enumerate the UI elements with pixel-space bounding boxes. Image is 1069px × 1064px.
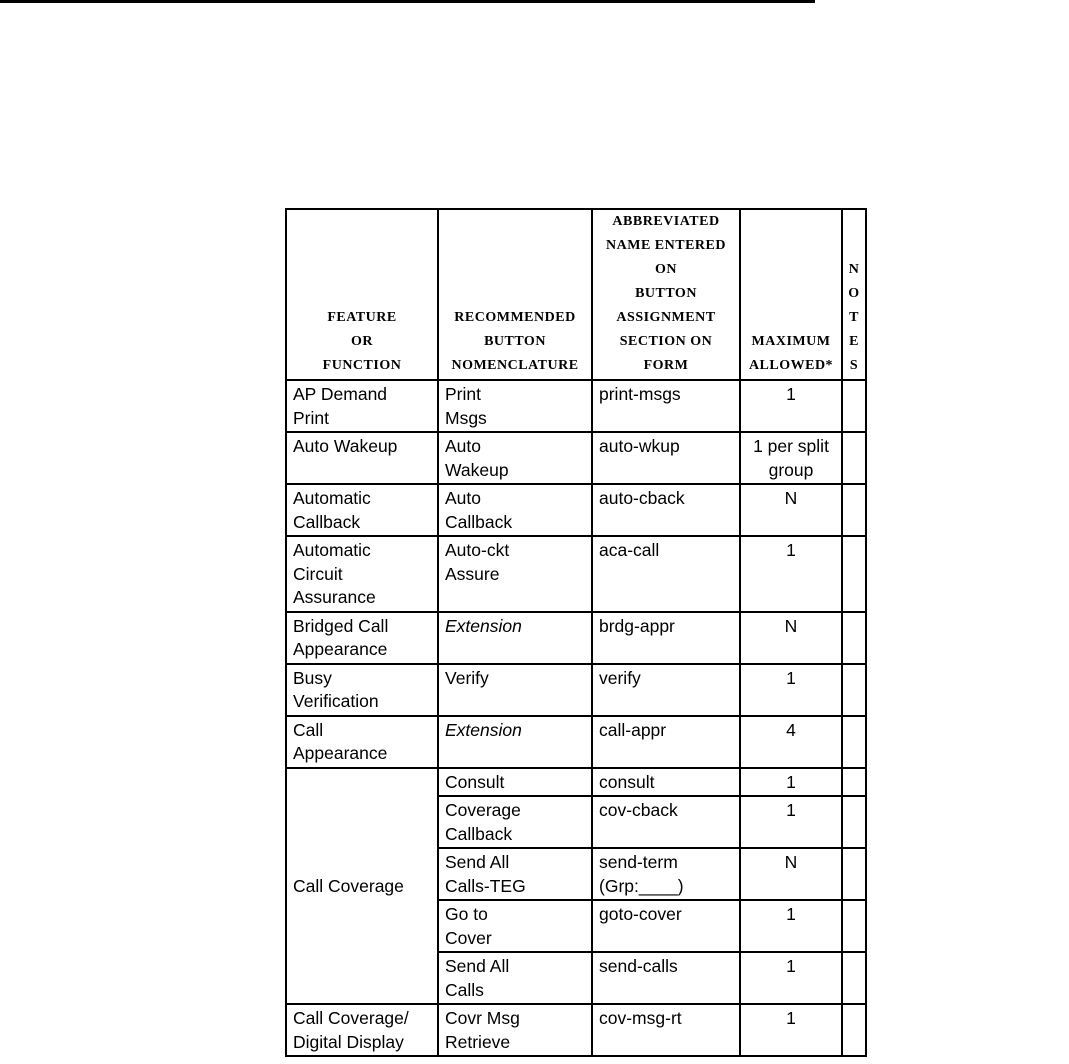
feature-cell: Automatic Callback [286,484,438,536]
notes-cell [842,664,866,716]
feature-cell: Busy Verification [286,664,438,716]
feature-cell: Bridged Call Appearance [286,612,438,664]
maximum-cell: 1 [740,380,842,432]
nomenclature-cell: Print Msgs [438,380,592,432]
maximum-cell: 1 [740,900,842,952]
nomenclature-cell: Extension [438,612,592,664]
notes-cell [842,484,866,536]
feature-cell: Auto Wakeup [286,432,438,484]
nomenclature-cell: Go to Cover [438,900,592,952]
top-rule [0,0,815,3]
header-feature: FEATURE OR FUNCTION [286,209,438,380]
maximum-cell: 4 [740,716,842,768]
abbreviated-cell: brdg-appr [592,612,740,664]
maximum-cell: 1 [740,768,842,797]
abbreviated-cell: auto-cback [592,484,740,536]
button-assignment-table [285,208,867,1057]
maximum-cell: 1 per split group [740,432,842,484]
feature-cell: Call Coverage [286,768,438,1005]
abbreviated-cell: send-term (Grp:____) [592,848,740,900]
maximum-cell: N [740,484,842,536]
maximum-cell: 1 [740,1004,842,1056]
maximum-cell: 1 [740,796,842,848]
notes-cell [842,380,866,432]
nomenclature-cell: Consult [438,768,592,797]
abbreviated-cell: auto-wkup [592,432,740,484]
maximum-cell: 1 [740,952,842,1004]
nomenclature-cell: Coverage Callback [438,796,592,848]
notes-cell [842,768,866,797]
table-row [286,664,866,716]
nomenclature-cell: Auto Callback [438,484,592,536]
table-row [286,612,866,664]
abbreviated-cell: send-calls [592,952,740,1004]
nomenclature-cell: Auto-ckt Assure [438,536,592,612]
table-row [286,380,866,432]
table-row [286,716,866,768]
maximum-cell: N [740,848,842,900]
table-header-row [286,209,866,380]
header-notes: N O T E S [842,209,866,380]
nomenclature-cell: Extension [438,716,592,768]
maximum-cell: 1 [740,664,842,716]
notes-cell [842,716,866,768]
feature-cell: AP Demand Print [286,380,438,432]
abbreviated-cell: aca-call [592,536,740,612]
table-row [286,432,866,484]
notes-cell [842,952,866,1004]
table-row [286,1004,866,1056]
abbreviated-cell: consult [592,768,740,797]
nomenclature-cell: Covr Msg Retrieve [438,1004,592,1056]
notes-cell [842,432,866,484]
feature-cell: Call Coverage/ Digital Display [286,1004,438,1056]
notes-cell [842,1004,866,1056]
notes-cell [842,612,866,664]
nomenclature-cell: Send All Calls-TEG [438,848,592,900]
maximum-cell: 1 [740,536,842,612]
header-abbreviated: ABBREVIATED NAME ENTERED ON BUTTON ASSIGNMENT SECTION ON FORM [592,209,740,380]
nomenclature-cell: Send All Calls [438,952,592,1004]
abbreviated-cell: call-appr [592,716,740,768]
table-row [286,484,866,536]
table-row [286,536,866,612]
abbreviated-cell: cov-msg-rt [592,1004,740,1056]
notes-cell [842,536,866,612]
maximum-cell: N [740,612,842,664]
notes-cell [842,900,866,952]
nomenclature-cell: Auto Wakeup [438,432,592,484]
abbreviated-cell: print-msgs [592,380,740,432]
nomenclature-cell: Verify [438,664,592,716]
abbreviated-cell: verify [592,664,740,716]
abbreviated-cell: cov-cback [592,796,740,848]
header-nomenclature: RECOMMENDED BUTTON NOMENCLATURE [438,209,592,380]
notes-cell [842,796,866,848]
header-maximum: MAXIMUM ALLOWED* [740,209,842,380]
abbreviated-cell: goto-cover [592,900,740,952]
notes-cell [842,848,866,900]
feature-cell: Call Appearance [286,716,438,768]
feature-cell: Automatic Circuit Assurance [286,536,438,612]
table-row [286,768,866,797]
